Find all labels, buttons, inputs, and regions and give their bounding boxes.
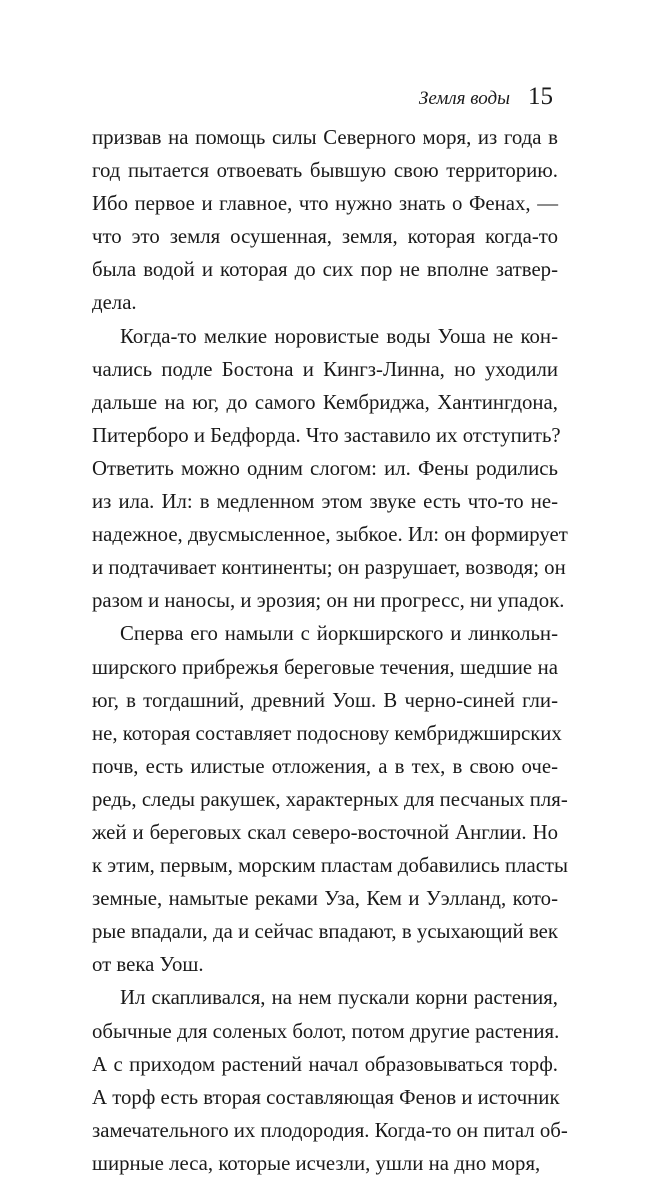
- text-line: дальше на юг, до самого Кембриджа, Хантингдона,: [92, 390, 558, 414]
- text-line: Ил скапливался, на нем пускали корни растения,: [120, 986, 558, 1010]
- page-number: 15: [528, 83, 553, 110]
- paragraph: [92, 617, 568, 981]
- text-line: надежное, двусмысленное, зыбкое. Ил: он формирует: [92, 523, 568, 547]
- text-line: и подтачивает континенты; он разрушает, возводя; он: [92, 556, 566, 580]
- running-head: [419, 83, 553, 111]
- text-line: дела.: [92, 291, 137, 315]
- text-line: земные, намытые реками Уза, Кем и Уэлланд, кото-: [92, 887, 558, 911]
- text-line: чались подле Бостона и Кингз-Линна, но уходили: [92, 357, 558, 381]
- paragraph: [92, 121, 558, 320]
- text-line: почв, есть илистые отложения, а в тех, в свою оче-: [92, 754, 558, 778]
- text-line: призвав на помощь силы Северного моря, из года в: [92, 126, 558, 149]
- paragraph: [92, 320, 568, 618]
- text-line: ширные леса, которые исчезли, ушли на дно моря,: [92, 1151, 541, 1175]
- text-line: Ответить можно одним слогом: ил. Фены родились: [92, 456, 558, 480]
- body-text: [92, 121, 568, 1180]
- text-line: к этим, первым, морским пластам добавились пласты: [92, 854, 568, 878]
- paragraph: [92, 981, 568, 1180]
- text-line: не, которая составляет подоснову кембриджширских: [92, 721, 562, 745]
- text-line: жей и береговых скал северо-восточной Англии. Но: [92, 820, 558, 844]
- text-line: обычные для соленых болот, потом другие растения.: [92, 1019, 560, 1043]
- text-line: Когда-то мелкие норовистые воды Уоша не кон-: [120, 324, 558, 348]
- text-line: Сперва его намыли с йоркширского и линкольн-: [120, 622, 558, 646]
- text-line: Питерборо и Бедфорда. Что заставило их отступить?: [92, 423, 561, 447]
- text-line: от века Уош.: [92, 953, 204, 977]
- text-line: ширского прибрежья береговые течения, шедшие на: [92, 655, 558, 679]
- text-line: юг, в тогдашний, древний Уош. В черно-синей гли-: [92, 688, 558, 712]
- text-line: А торф есть вторая составляющая Фенов и источник: [92, 1085, 560, 1109]
- text-line: разом и наносы, и эрозия; он ни прогресс, ни упадок.: [92, 589, 565, 613]
- text-line: А с приходом растений начал образовываться торф.: [92, 1052, 558, 1076]
- text-line: что это земля осушенная, земля, которая когда-то: [92, 225, 558, 249]
- running-title: Земля воды: [418, 88, 510, 109]
- text-line: из ила. Ил: в медленном этом звуке есть что-то не-: [92, 490, 558, 514]
- text-line: редь, следы ракушек, характерных для песчаных пля-: [92, 787, 568, 811]
- text-line: замечательного их плодородия. Когда-то он питал об-: [92, 1118, 568, 1142]
- text-line: Ибо первое и главное, что нужно знать о Фенах, —: [92, 192, 558, 216]
- text-line: была водой и которая до сих пор не вполне затвер-: [92, 258, 558, 282]
- text-line: рые впадали, да и сейчас впадают, в усыхающий век: [92, 920, 558, 944]
- text-line: год пытается отвоевать бывшую свою территорию.: [92, 159, 558, 183]
